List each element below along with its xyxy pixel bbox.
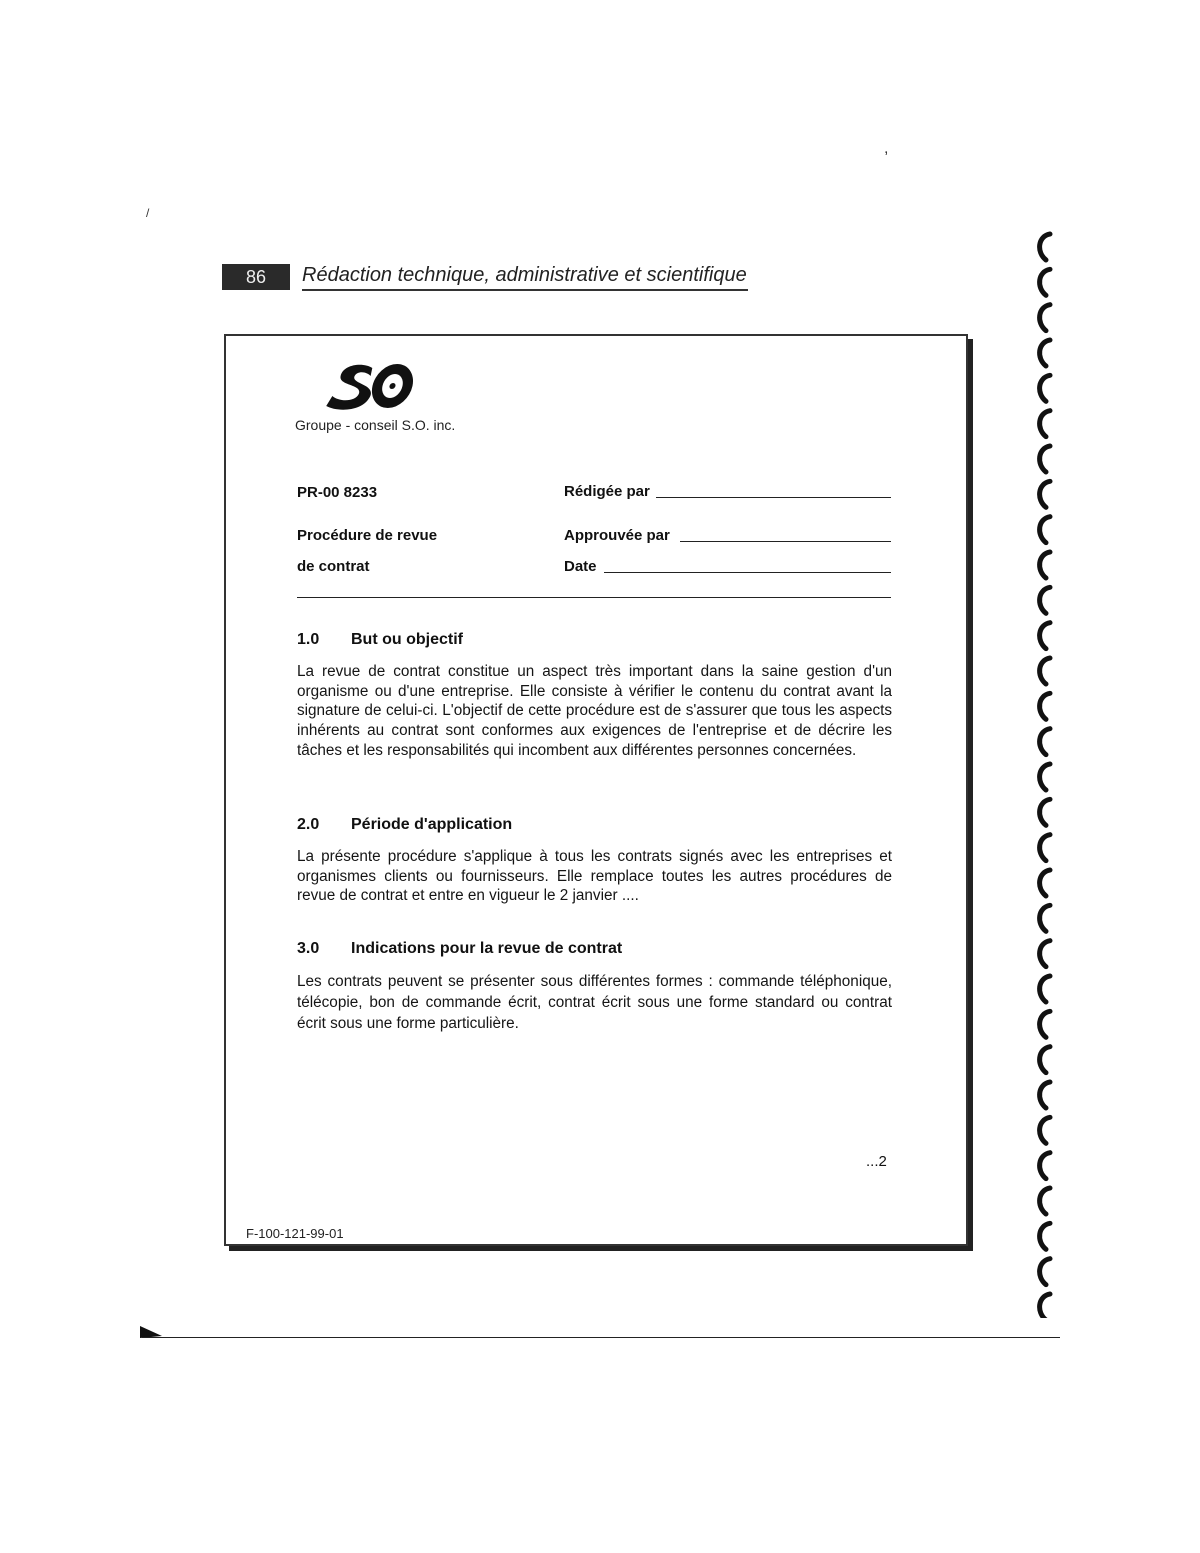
page-number: 86 (222, 264, 290, 290)
binding-ring (1040, 375, 1050, 401)
binding-ring (1040, 1047, 1050, 1073)
binding-ring (1040, 1011, 1050, 1037)
header-separator (297, 597, 891, 598)
procedure-code: PR-00 8233 (297, 484, 378, 501)
approved-by-label: Approuvée par (564, 527, 670, 544)
procedure-title-line2: de contrat (297, 558, 370, 575)
binding-ring (1040, 764, 1050, 790)
scan-mark: , (884, 140, 889, 157)
section-paragraph: Les contrats peuvent se présenter sous différentes formes : commande téléphonique, télécopie, bon de commande écrit, contrat écrit sous une forme standard ou contrat écrit sous une forme particulière. (297, 973, 892, 1032)
spiral-binding (1028, 228, 1068, 1318)
binding-ring (1040, 976, 1050, 1002)
binding-ring (1040, 340, 1050, 366)
section-title: Indications pour la revue de contrat (351, 940, 623, 957)
section-paragraph: La présente procédure s'applique à tous les contrats signés avec les entreprises et organismes clients ou fournisseurs. Elle remplace toutes les autres procédures de revue de contrat et entre en vigueur le 2 janvier .... (297, 848, 892, 905)
document-frame (224, 334, 968, 1246)
binding-ring (1040, 1223, 1050, 1249)
binding-ring (1040, 446, 1050, 472)
company-name: Groupe - conseil S.O. inc. (295, 417, 456, 433)
page-bottom-rule (142, 1337, 1060, 1338)
binding-ring (1040, 411, 1050, 437)
section-paragraph: La revue de contrat constitue un aspect très important dans la saine gestion d'un organisme ou d'une entreprise. Elle consiste à vérifier le contenu du contrat avant la signature de celui-ci. L'objectif de cette procédure est de s'assurer que tous les aspects inhérents au contrat sont conformes aux exigences de l'entreprise et de décrire les tâches et les responsabilités qui incombent aux différentes personnes concernées. (297, 663, 892, 759)
binding-ring (1040, 517, 1050, 543)
written-by-field (656, 497, 891, 498)
section-heading (297, 816, 512, 834)
binding-ring (1040, 905, 1050, 931)
written-by-label: Rédigée par (564, 483, 650, 500)
binding-ring (1040, 729, 1050, 755)
binding-ring (1040, 587, 1050, 613)
date-field (604, 572, 891, 573)
section-number: 2.0 (297, 816, 320, 833)
binding-ring (1040, 835, 1050, 861)
binding-ring (1040, 481, 1050, 507)
section-title: But ou objectif (351, 631, 463, 648)
binding-ring (1040, 1259, 1050, 1285)
section-heading (297, 631, 463, 649)
procedure-title-line1: Procédure de revue (297, 527, 438, 544)
section-number: 1.0 (297, 631, 320, 648)
binding-ring (1040, 269, 1050, 295)
binding-ring (1040, 1117, 1050, 1143)
binding-ring (1040, 1188, 1050, 1214)
binding-ring (1040, 693, 1050, 719)
section-number: 3.0 (297, 940, 320, 957)
binding-ring (1040, 870, 1050, 896)
company-logo (326, 360, 418, 412)
binding-ring (1040, 1153, 1050, 1179)
scan-mark: / (146, 206, 150, 220)
binding-ring (1040, 234, 1050, 260)
form-code: F-100-121-99-01 (246, 1226, 344, 1241)
section-heading (297, 940, 622, 958)
continuation-marker: ...2 (866, 1153, 887, 1170)
binding-ring (1040, 1082, 1050, 1108)
binding-ring (1040, 305, 1050, 331)
binding-ring (1040, 941, 1050, 967)
binding-ring (1040, 552, 1050, 578)
book-title: Rédaction technique, administrative et scientifique (302, 264, 748, 291)
date-label: Date (564, 558, 597, 575)
approved-by-field (680, 541, 891, 542)
section-title: Période d'application (351, 816, 513, 833)
binding-ring (1040, 658, 1050, 684)
binding-ring (1040, 799, 1050, 825)
binding-ring (1040, 1294, 1050, 1318)
binding-ring (1040, 623, 1050, 649)
